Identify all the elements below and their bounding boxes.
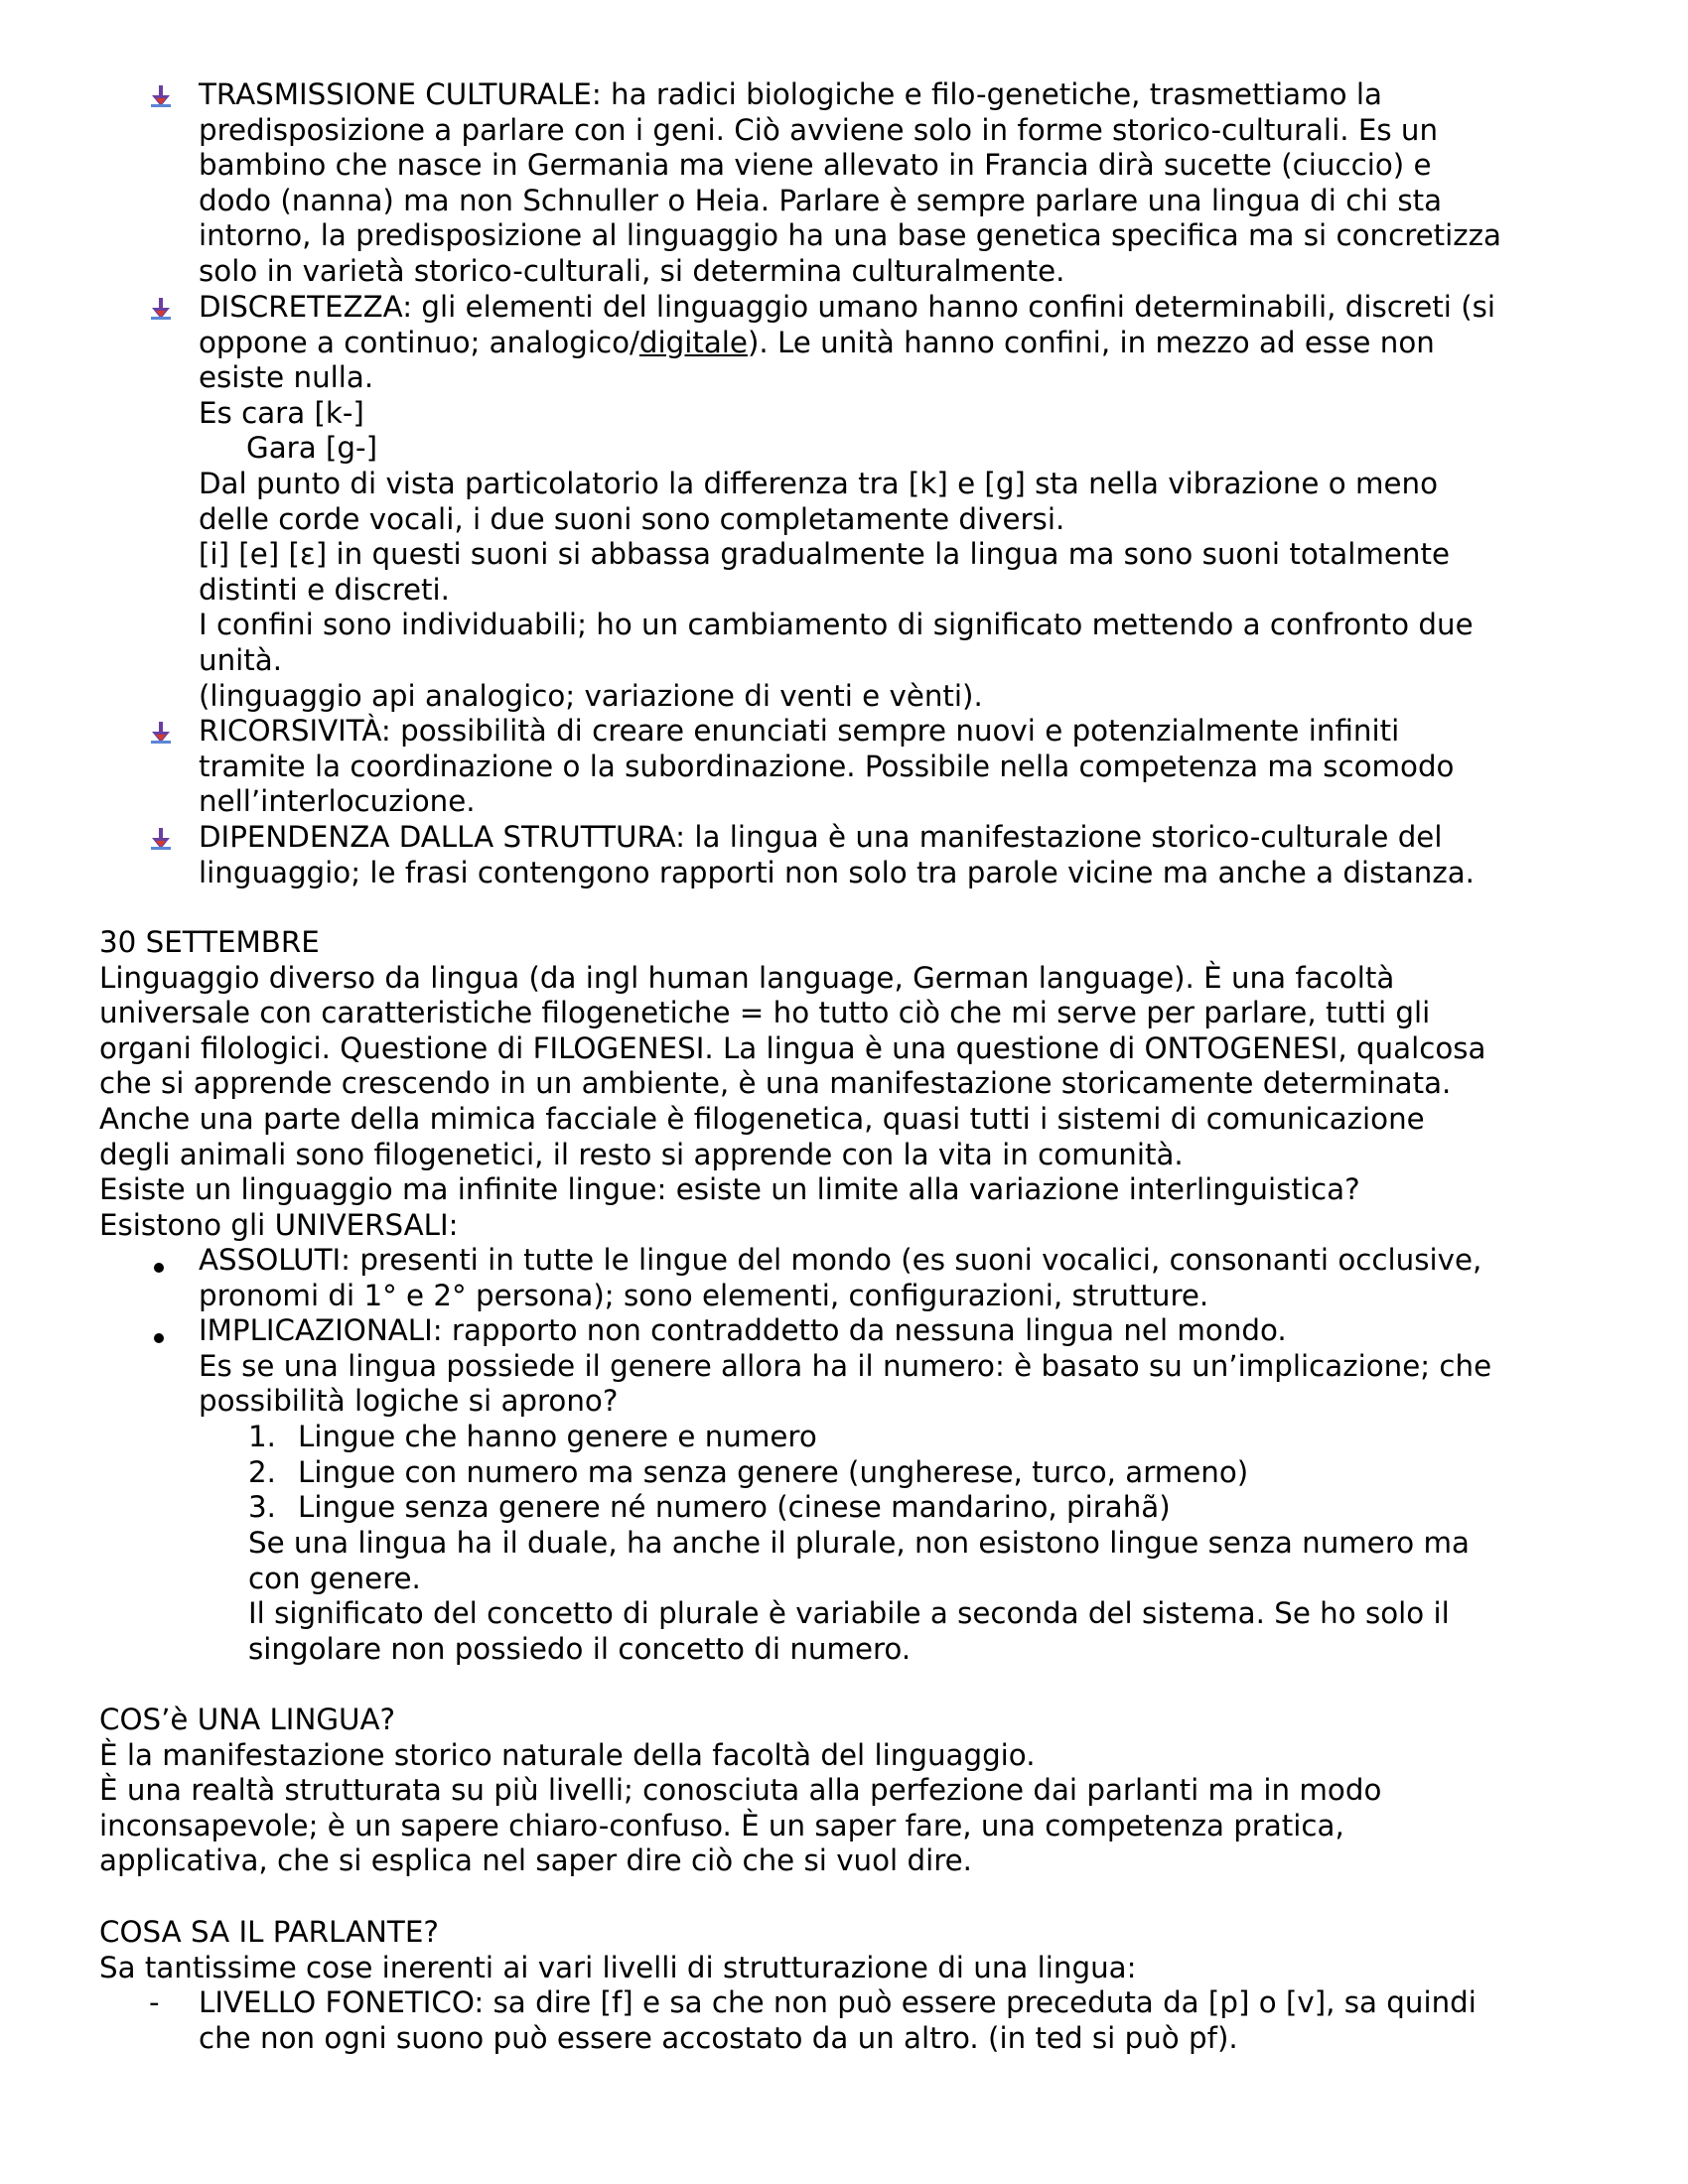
- text-line: che non ogni suono può essere accostato da un altro. (in ted si può pf).: [199, 2020, 1238, 2055]
- arrow-bullet-icon: [151, 298, 171, 320]
- bullet-assoluti: [199, 1243, 1481, 1313]
- text-line: che si apprende crescendo in un ambiente, è una manifestazione storicamente determinata.: [99, 1066, 1452, 1101]
- bullet-dot-icon: [154, 1333, 164, 1343]
- arrow-bullet-icon: [151, 85, 171, 107]
- item-trasmissione-culturale: [199, 77, 1501, 290]
- text-line: DIPENDENZA DALLA STRUTTURA: la lingua è una manifestazione storico-culturale del: [199, 820, 1443, 854]
- text-line: organi filologici. Questione di FILOGENESI. La lingua è una questione di ONTOGENESI, qualcosa: [99, 1030, 1486, 1065]
- text-line: I confini sono individuabili; ho un cambiamento di significato mettendo a confronto due: [199, 608, 1474, 642]
- list-text: Lingue con numero ma senza genere (ungherese, turco, armeno): [298, 1454, 1249, 1489]
- text-line: unità.: [199, 642, 283, 677]
- list-text: Lingue senza genere né numero (cinese mandarino, pirahã): [298, 1490, 1171, 1525]
- numbered-list: [248, 1420, 1248, 1526]
- text-line: TRASMISSIONE CULTURALE: ha radici biologiche e filo-genetiche, trasmettiamo la: [199, 77, 1382, 111]
- text-line: universale con caratteristiche filogenetiche = ho tutto ciò che mi serve per parlare, tutti gli: [99, 996, 1431, 1030]
- text-line: con genere.: [248, 1561, 421, 1595]
- text-line: Gara [g-]: [246, 431, 377, 466]
- text-line: [i] [e] [ɛ] in questi suoni si abbassa gradualmente la lingua ma sono suoni totalmente: [199, 537, 1451, 572]
- text-line: possibilità logiche si aprono?: [199, 1384, 619, 1419]
- text-line: Es cara [k-]: [199, 395, 364, 430]
- text-line: Il significato del concetto di plurale è variabile a seconda del sistema. Se ho solo il: [248, 1596, 1450, 1631]
- text-line: degli animali sono filogenetici, il resto si apprende con la vita in comunità.: [99, 1137, 1184, 1171]
- text-line: bambino che nasce in Germania ma viene allevato in Francia dirà sucette (ciuccio) e: [199, 148, 1432, 183]
- list-number: 3.: [248, 1490, 276, 1525]
- text-line: linguaggio; le frasi contengono rapporti non solo tra parole vicine ma anche a distanza.: [199, 855, 1475, 889]
- dash-marker: -: [149, 1985, 160, 2019]
- arrow-bullet-icon: [151, 828, 171, 850]
- text-line: Sa tantissime cose inerenti ai vari livelli di strutturazione di una lingua:: [99, 1950, 1137, 1984]
- text-line: IMPLICAZIONALI: rapporto non contraddetto da nessuna lingua nel mondo.: [199, 1313, 1287, 1347]
- section-cosa-sa-il-parlante: [99, 1915, 1137, 1985]
- text-line: dodo (nanna) ma non Schnuller o Heia. Parlare è sempre parlare una lingua di chi sta: [199, 183, 1443, 217]
- list-number: 2.: [248, 1454, 276, 1489]
- text-line: nell’interlocuzione.: [199, 784, 476, 819]
- text-line: tramite la coordinazione o la subordinazione. Possibile nella competenza ma scomodo: [199, 749, 1455, 783]
- text-line: Linguaggio diverso da lingua (da ingl human language, German language). È una facoltà: [99, 960, 1395, 995]
- text-line: distinti e discreti.: [199, 572, 450, 607]
- text-line: ASSOLUTI: presenti in tutte le lingue del mondo (es suoni vocalici, consonanti occlusive,: [199, 1243, 1482, 1277]
- bullet-dot-icon: [154, 1263, 164, 1273]
- text-line: RICORSIVITÀ: possibilità di creare enunciati sempre nuovi e potenzialmente infiniti: [199, 714, 1400, 748]
- section-heading: COSA SA IL PARLANTE?: [99, 1915, 439, 1949]
- list-text: Lingue che hanno genere e numero: [298, 1420, 817, 1453]
- text-line: Anche una parte della mimica facciale è filogenetica, quasi tutti i sistemi di comunicazione: [99, 1101, 1425, 1136]
- text-line: solo in varietà storico-culturali, si determina culturalmente.: [199, 253, 1065, 288]
- text-line: esiste nulla.: [199, 360, 374, 395]
- section-heading: COS’è UNA LINGUA?: [99, 1703, 396, 1736]
- text-line: pronomi di 1° e 2° persona); sono elementi, configurazioni, strutture.: [199, 1278, 1209, 1312]
- text-line: Esiste un linguaggio ma infinite lingue: esiste un limite alla variazione interlinguistica?: [99, 1172, 1360, 1207]
- numbered-item: [248, 1420, 1248, 1455]
- numbered-followup: [248, 1526, 1470, 1667]
- text-line: Esistono gli UNIVERSALI:: [99, 1207, 459, 1242]
- text-line: Dal punto di vista particolatorio la differenza tra [k] e [g] sta nella vibrazione o meno: [199, 466, 1439, 500]
- section-heading: 30 SETTEMBRE: [99, 925, 320, 959]
- text-line: DISCRETEZZA: gli elementi del linguaggio umano hanno confini determinabili, discreti (si: [199, 290, 1496, 324]
- text-line: È una realtà strutturata su più livelli; conosciuta alla perfezione dai parlanti ma in modo: [99, 1773, 1382, 1808]
- text-line: Se una lingua ha il duale, ha anche il plurale, non esistono lingue senza numero ma: [248, 1526, 1470, 1560]
- list-number: 1.: [248, 1420, 276, 1453]
- item-ricorsivita: [199, 714, 1455, 820]
- text-line: [199, 326, 1495, 361]
- numbered-item: [248, 1490, 1248, 1526]
- section-30-settembre: [99, 925, 1485, 1243]
- underlined-word: digitale: [638, 325, 748, 359]
- text-line: È la manifestazione storico naturale della facoltà del linguaggio.: [99, 1737, 1036, 1772]
- text-line: Es se una lingua possiede il genere allora ha il numero: è basato su un’implicazione; che: [199, 1348, 1492, 1383]
- text-line: (linguaggio api analogico; variazione di venti e vènti).: [199, 678, 983, 713]
- numbered-item: [248, 1455, 1248, 1491]
- item-dipendenza-struttura: [199, 820, 1475, 890]
- item-discretezza: [199, 290, 1495, 714]
- arrow-bullet-icon: [151, 722, 171, 744]
- text-line: intorno, la predisposizione al linguaggio ha una base genetica specifica ma si concretizza: [199, 218, 1501, 253]
- item-livello-fonetico: [199, 1985, 1477, 2056]
- text-line: delle corde vocali, i due suoni sono completamente diversi.: [199, 501, 1065, 536]
- text-line: LIVELLO FONETICO: sa dire [f] e sa che non può essere preceduta da [p] o [v], sa quindi: [199, 1985, 1477, 2019]
- text-line: inconsapevole; è un sapere chiaro-confuso. È un saper fare, una competenza pratica,: [99, 1808, 1344, 1843]
- text-line: singolare non possiedo il concetto di numero.: [248, 1631, 912, 1666]
- text-segment: ). Le unità hanno confini, in mezzo ad esse non: [747, 325, 1435, 359]
- text-line: predisposizione a parlare con i geni. Ciò avviene solo in forme storico-culturali. Es un: [199, 112, 1439, 147]
- section-cos-e-una-lingua: [99, 1703, 1381, 1879]
- bullet-implicazionali: [199, 1313, 1491, 1420]
- text-segment: oppone a continuo; analogico/: [199, 325, 639, 359]
- text-line: applicativa, che si esplica nel saper dire ciò che si vuol dire.: [99, 1843, 972, 1878]
